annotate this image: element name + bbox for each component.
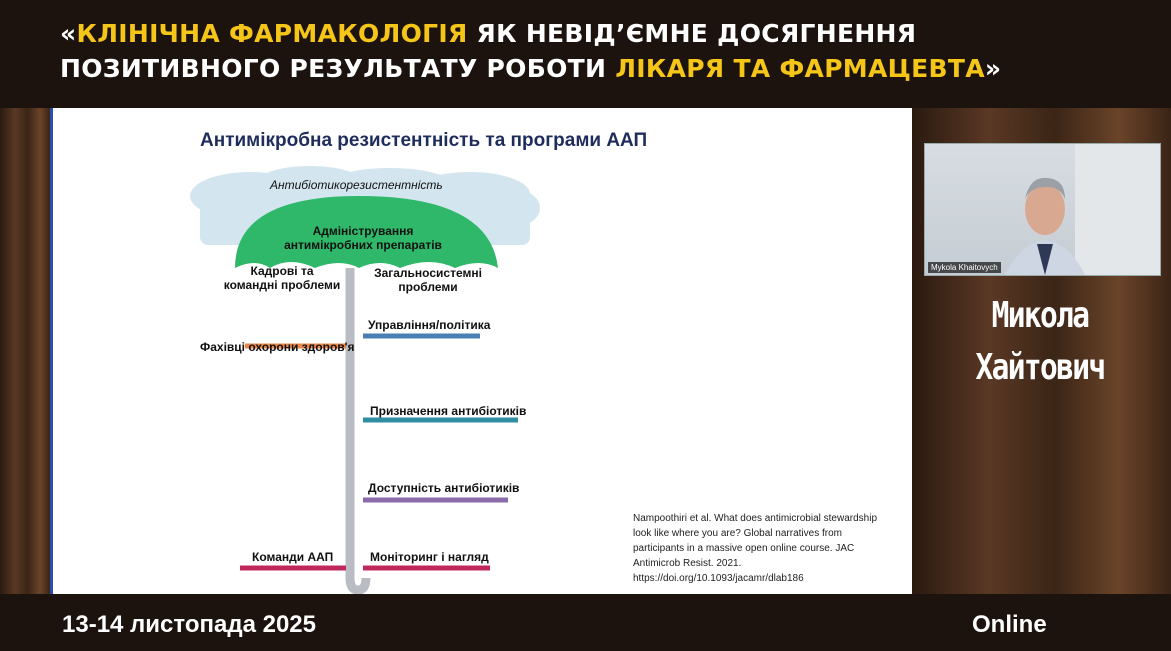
speaker-last-name: Хайтович [975,347,1105,388]
umbrella-shaft [350,268,366,590]
title-highlight-1: КЛІНІЧНА ФАРМАКОЛОГІЯ [76,19,468,48]
event-date: 13-14 листопада 2025 [62,611,316,638]
citation [633,511,893,586]
branch-lines [240,336,518,568]
item-health-workers: Фахівці охорони здоров'я [200,340,355,354]
title-line-1 [60,16,1140,51]
event-format: Online [972,611,1047,638]
item-prescribing: Призначення антибіотиків [370,404,527,418]
title-line-2 [60,51,1140,86]
speaker-name [958,290,1122,394]
quote-close: » [984,54,1002,83]
slide-title: Антимікробна резистентність та програми ААП [200,130,648,151]
event-title [60,16,1140,86]
citation-line: look like where you are? Global narratives from [633,528,842,539]
title-text-2: ЯК НЕВІД’ЄМНЕ ДОСЯГНЕННЯ [467,19,917,48]
background-left [0,108,50,594]
citation-line: Antimicrob Resist. 2021. [633,558,742,569]
citation-doi: https://doi.org/10.1093/jacamr/dlab186 [633,573,804,584]
right-branch-label: Загальносистемні проблеми [374,266,482,294]
speaker-webcam [924,143,1161,276]
quote-open: « [60,19,77,48]
cloud-label: Антибіотикорезистентність [270,178,443,192]
speaker-video-icon [925,144,1160,275]
item-ams-teams: Команди ААП [252,550,334,564]
citation-line: participants in a massive open online course. JAC [633,543,855,554]
speaker-first-name: Микола [991,295,1089,336]
left-branch-label: Кадрові та командні проблеми [223,264,341,292]
webcam-name-label: Mykola Khaitovych [928,262,1001,273]
presentation-slide [50,108,912,594]
umbrella-label: Адміністрування антимікробних препаратів [284,224,442,252]
item-governance: Управління/політика [368,318,491,332]
title-highlight-2: ЛІКАРЯ ТА ФАРМАЦЕВТА [615,54,985,83]
citation-line: Nampoothiri et al. What does antimicrobial stewardship [633,513,877,524]
item-monitoring: Моніторинг і нагляд [370,550,489,564]
title-text-3: ПОЗИТИВНОГО РЕЗУЛЬТАТУ РОБОТИ [60,54,616,83]
item-availability: Доступність антибіотиків [368,481,520,495]
